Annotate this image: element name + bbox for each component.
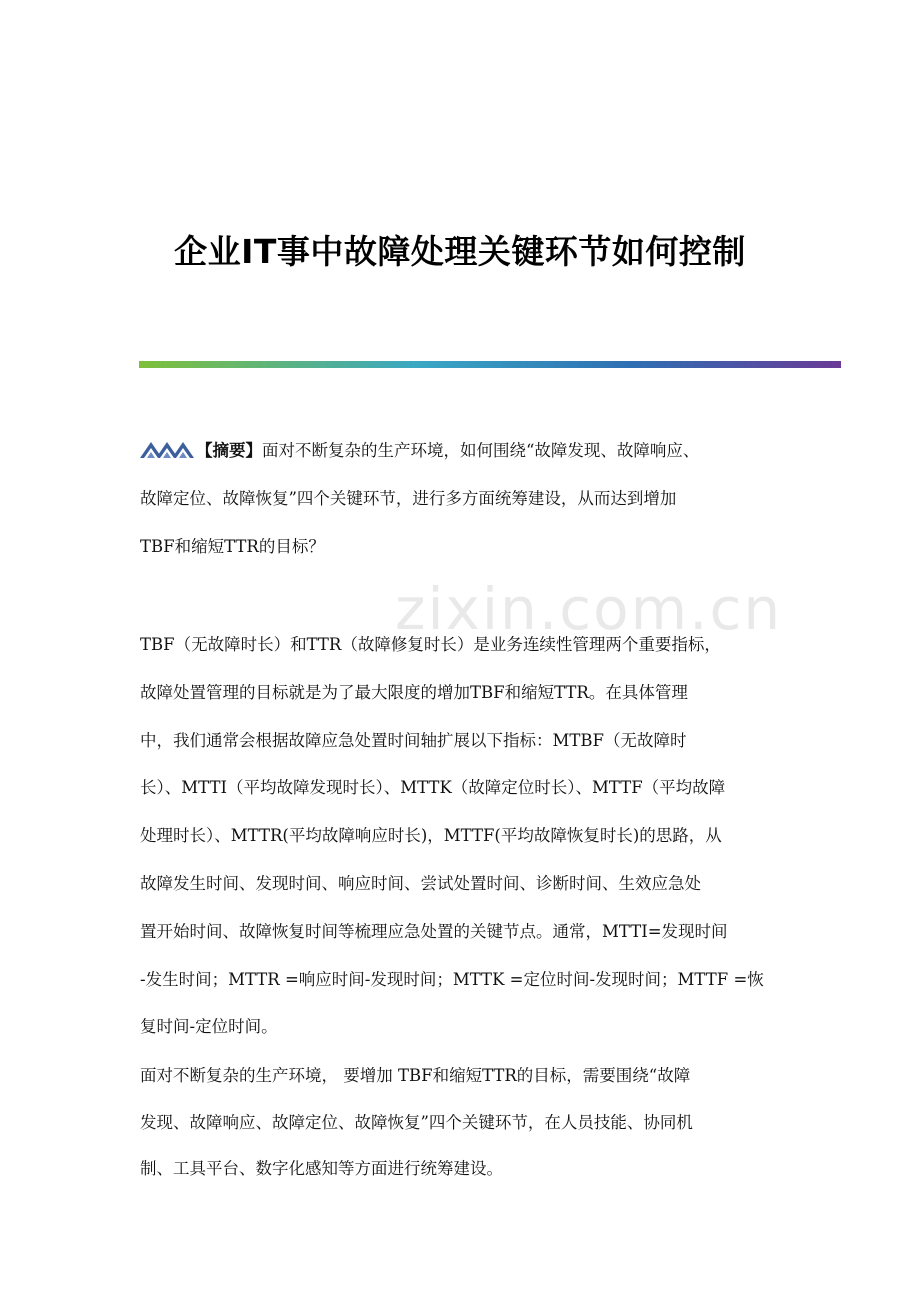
paragraph1-line: TBF（无故障时长）和TTR（故障修复时长）是业务连续性管理两个重要指标， <box>140 635 721 654</box>
document-title: 企业IT事中故障处理关键环节如何控制 <box>174 232 746 271</box>
paragraph2-line: 面对不断复杂的生产环境， 要增加 TBF和缩短TTR的目标，需要围绕“故障 <box>140 1066 691 1085</box>
paragraph1-line: 故障处置管理的目标就是为了最大限度的增加TBF和缩短TTR。在具体管理 <box>140 682 688 702</box>
watermark: zixin.com.cn <box>395 575 783 643</box>
paragraph1-line: 复时间-定位时间。 <box>140 1017 278 1037</box>
paragraph2-line: 发现、故障响应、故障定位、故障恢复”四个关键环节，在人员技能、协同机 <box>140 1112 693 1132</box>
abstract-line-3: TBF和缩短TTR的目标？ <box>140 536 325 556</box>
paragraph2-line: 制、工具平台、数字化感知等方面进行统筹建设。 <box>140 1159 503 1179</box>
abstract-line-1 <box>140 427 780 475</box>
gradient-divider <box>139 361 841 368</box>
paragraph1-line: 故障发生时间、发现时间、响应时间、尝试处置时间、诊断时间、生效应急处 <box>140 873 701 893</box>
abstract-paragraph <box>140 427 780 570</box>
body-paragraph-1 <box>140 621 780 1051</box>
paragraph1-line: 中，我们通常会根据故障应急处置时间轴扩展以下指标：MTBF（无故障时 <box>140 730 687 750</box>
mountain-logo-icon <box>140 439 194 459</box>
body-paragraph-2 <box>140 1053 780 1193</box>
abstract-text: 面对不断复杂的生产环境，如何围绕“故障发现、故障响应、 <box>262 441 700 460</box>
paragraph1-line: -发生时间；MTTR =响应时间-发现时间；MTTK =定位时间-发现时间；MTTF =恢 <box>140 969 764 989</box>
paragraph1-line: 处理时长）、MTTR(平均故障响应时长)，MTTF(平均故障恢复时长)的思路，从 <box>140 826 722 846</box>
paragraph1-line: 长）、MTTI（平均故障发现时长）、MTTK（故障定位时长）、MTTF（平均故障 <box>140 778 726 798</box>
paragraph1-line: 置开始时间、故障恢复时间等梳理应急处置的关键节点。通常，MTTI=发现时间 <box>140 921 728 941</box>
abstract-label: 【摘要】 <box>196 441 262 460</box>
abstract-line-2: 故障定位、故障恢复”四个关键环节，进行多方面统筹建设，从而达到增加 <box>140 488 677 508</box>
